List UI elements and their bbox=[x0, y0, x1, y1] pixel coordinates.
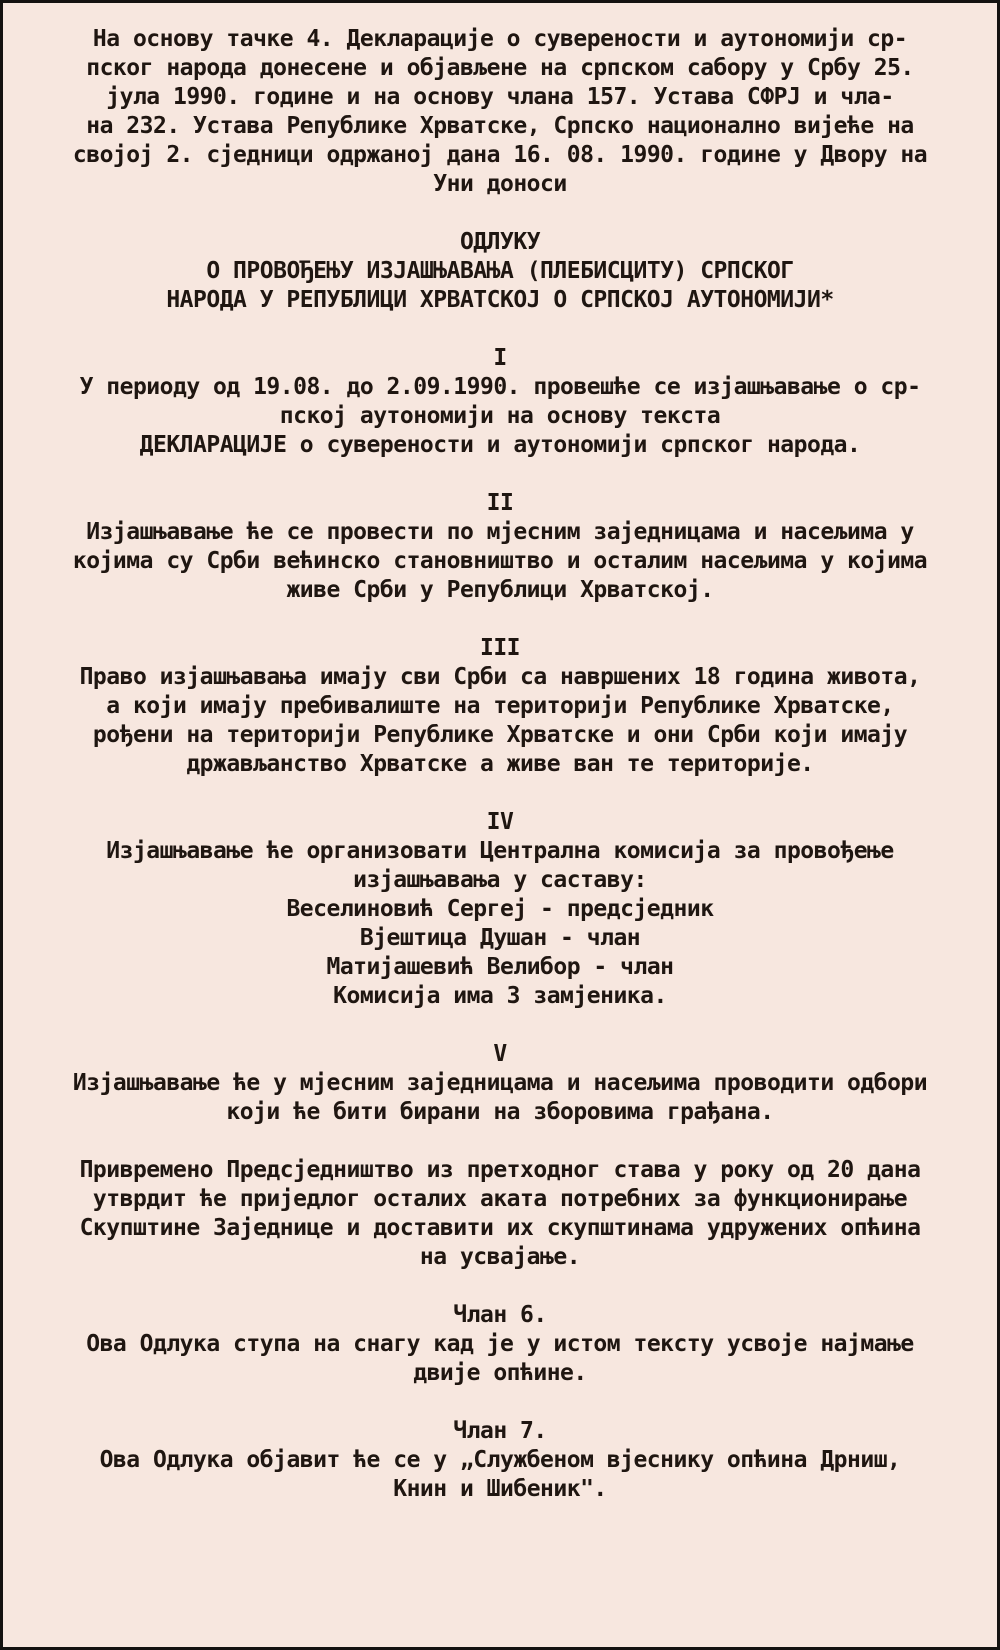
section-4 bbox=[3, 808, 997, 1011]
text-line: пског народа донесене и објављене на српском сабору у Србу 25. bbox=[86, 55, 914, 81]
text-line: Веселиновић Сергеј - предсједник bbox=[286, 896, 714, 922]
text-line: Изјашњавање ће се провести по мјесним заједницама и насељима у bbox=[86, 519, 914, 545]
text-line: пској аутономији на основу текста bbox=[279, 403, 721, 429]
text-line: рођени на територији Републике Хрватске и они Срби који имају bbox=[92, 722, 908, 748]
section-3 bbox=[3, 634, 997, 779]
document-page bbox=[3, 3, 997, 1504]
section-3-heading: III bbox=[479, 635, 521, 661]
text-line: двије опћине. bbox=[413, 1360, 587, 1386]
text-line: држављанство Хрватске а живе ван те територије. bbox=[186, 751, 814, 777]
text-line: јула 1990. године и на основу члана 157. Устава СФРЈ и чла- bbox=[106, 84, 894, 110]
text-line: Комисија има 3 замјеника. bbox=[333, 983, 667, 1009]
text-line: Изјашњавање ће организовати Централна комисија за провођење bbox=[106, 838, 894, 864]
text-line: који ће бити бирани на зборовима грађана. bbox=[226, 1099, 774, 1125]
text-line: Уни доноси bbox=[433, 171, 567, 197]
section-2 bbox=[3, 489, 997, 605]
text-line: НАРОДА У РЕПУБЛИЦИ ХРВАТСКОЈ О СРПСКОЈ АУТОНОМИЈИ* bbox=[166, 287, 834, 313]
text-line: Книн и Шибеник". bbox=[393, 1476, 607, 1502]
text-line: Скупштине Заједнице и доставити их скупштинама удружених опћина bbox=[79, 1215, 921, 1241]
text-line: Вјештица Душан - члан bbox=[359, 925, 641, 951]
text-line: а који имају пребивалиште на територији Републике Хрватске, bbox=[106, 693, 894, 719]
text-line: ОДЛУКУ bbox=[459, 229, 541, 255]
text-line: својој 2. сједници одржаној дана 16. 08. 1990. године у Двору на bbox=[72, 142, 928, 168]
text-line: изјашњавања у саставу: bbox=[353, 867, 647, 893]
section-2-heading: II bbox=[486, 490, 514, 516]
text-line: на 232. Устава Републике Хрватске, Српско национално вијеће на bbox=[86, 113, 914, 139]
interim-presidency-paragraph bbox=[3, 1156, 997, 1272]
article-6 bbox=[3, 1301, 997, 1388]
text-line: живе Срби у Републици Хрватској. bbox=[286, 577, 714, 603]
section-1 bbox=[3, 344, 997, 460]
text-line: утврдит ће приједлог осталих аката потребних за функционирање bbox=[92, 1186, 908, 1212]
text-line: У периоду од 19.08. до 2.09.1990. провешће се изјашњавање о ср- bbox=[79, 374, 921, 400]
text-line: На основу тачке 4. Декларације о суверености и аутономији ср- bbox=[92, 26, 908, 52]
text-line: Право изјашњавања имају сви Срби са навршених 18 година живота, bbox=[79, 664, 921, 690]
text-line: О ПРОВОЂЕЊУ ИЗЈАШЊАВАЊА (ПЛЕБИСЦИТУ) СРПСКОГ bbox=[206, 258, 794, 284]
section-5 bbox=[3, 1040, 997, 1127]
section-4-heading: IV bbox=[486, 809, 514, 835]
article-7 bbox=[3, 1417, 997, 1504]
text-line: Матијашевић Велибор - члан bbox=[326, 954, 674, 980]
section-5-heading: V bbox=[493, 1041, 507, 1067]
article-6-heading: Члан 6. bbox=[453, 1302, 547, 1328]
article-7-heading: Члан 7. bbox=[453, 1418, 547, 1444]
text-line: ДЕКЛАРАЦИЈЕ о суверености и аутономији српског народа. bbox=[139, 432, 861, 458]
text-line: којима су Срби већинско становништво и осталим насељима у којима bbox=[72, 548, 928, 574]
text-line: на усвајање. bbox=[419, 1244, 581, 1270]
decision-title bbox=[3, 228, 997, 315]
section-1-heading: I bbox=[493, 345, 507, 371]
text-line: Ова Одлука објавит ће се у „Службеном вјеснику опћина Дрниш, bbox=[99, 1447, 901, 1473]
preamble bbox=[3, 25, 997, 199]
text-line: Привремено Предсједништво из претходног става у року од 20 дана bbox=[79, 1157, 921, 1183]
text-line: Ова Одлука ступа на снагу кад је у истом тексту усвоје најмање bbox=[86, 1331, 914, 1357]
text-line: Изјашњавање ће у мјесним заједницама и насељима проводити одбори bbox=[72, 1070, 928, 1096]
document-blocks bbox=[3, 25, 997, 1504]
